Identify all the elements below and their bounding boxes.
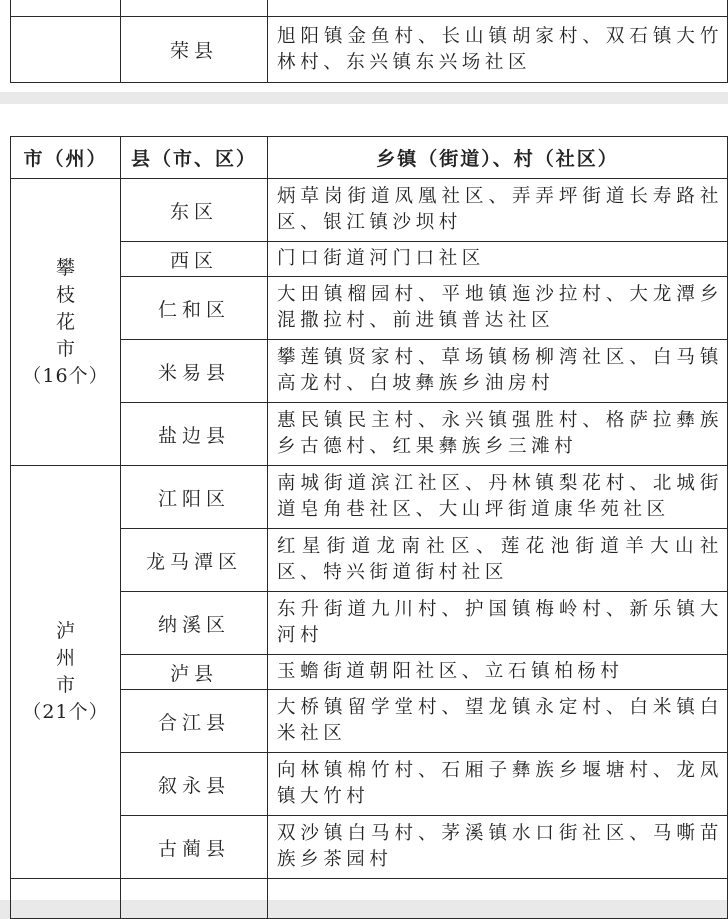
places-cell: 大田镇榴园村、平地镇迤沙拉村、大龙潭乡混撒拉村、前进镇普达社区 [268, 277, 728, 340]
county-cell: 西区 [121, 242, 268, 277]
main-table [10, 136, 728, 919]
county-cell [121, 0, 268, 17]
header-row [11, 137, 728, 179]
places-cell [268, 0, 728, 17]
page-top-fragment [0, 0, 728, 92]
city-cell [11, 879, 121, 919]
places-cell: 攀莲镇贤家村、草场镇杨柳湾社区、白马镇高龙村、白坡彝族乡油房村 [268, 340, 728, 403]
county-cell [121, 879, 268, 919]
places-cell: 红星街道龙南社区、莲花池街道羊大山社区、特兴街道街村社区 [268, 529, 728, 592]
places-cell [268, 879, 728, 919]
header-county: 县（市、区） [121, 137, 268, 179]
city-char: 州 [55, 647, 75, 669]
table-row [11, 0, 728, 17]
places-cell: 惠民镇民主村、永兴镇强胜村、格萨拉彝族乡古德村、红果彝族乡三滩村 [268, 403, 728, 466]
table-row [11, 879, 728, 919]
page-main [0, 104, 728, 900]
city-cell-panzhihua [11, 179, 121, 466]
city-char: 泸 [55, 620, 75, 642]
city-char: 攀 [55, 256, 75, 279]
places-cell: 大桥镇留学堂村、望龙镇永定村、白米镇白米社区 [268, 690, 728, 753]
city-cell [11, 0, 121, 17]
county-cell: 古蔺县 [121, 816, 268, 879]
county-cell: 荣县 [121, 17, 268, 83]
places-cell: 门口街道河门口社区 [268, 242, 728, 277]
places-cell: 炳草岗街道凤凰社区、弄弄坪街道长寿路社区、银江镇沙坝村 [268, 179, 728, 242]
county-cell: 叙永县 [121, 753, 268, 816]
city-cell-luzhou [11, 466, 121, 879]
county-cell: 龙马潭区 [121, 529, 268, 592]
county-cell: 米易县 [121, 340, 268, 403]
city-char: 枝 [55, 283, 75, 306]
city-count: （21个） [22, 701, 109, 723]
places-cell: 向林镇棉竹村、石厢子彝族乡堰塘村、龙凤镇大竹村 [268, 753, 728, 816]
city-char: 市 [55, 674, 75, 696]
county-cell: 合江县 [121, 690, 268, 753]
header-places: 乡镇（街道）、村（社区） [268, 137, 728, 179]
places-cell: 东升街道九川村、护国镇梅岭村、新乐镇大河村 [268, 592, 728, 655]
city-cell [11, 17, 121, 83]
county-cell: 泸县 [121, 655, 268, 690]
top-table [10, 0, 728, 83]
table-row [11, 179, 728, 242]
county-cell: 盐边县 [121, 403, 268, 466]
county-cell: 东区 [121, 179, 268, 242]
city-count: （16个） [22, 364, 109, 387]
city-char: 花 [55, 310, 75, 333]
city-char: 市 [55, 337, 75, 360]
county-cell: 纳溪区 [121, 592, 268, 655]
county-cell: 江阳区 [121, 466, 268, 529]
table-row [11, 466, 728, 529]
places-cell: 双沙镇白马村、茅溪镇水口街社区、马嘶苗族乡茶园村 [268, 816, 728, 879]
header-city: 市（州） [11, 137, 121, 179]
places-cell: 玉蟾街道朝阳社区、立石镇柏杨村 [268, 655, 728, 690]
places-cell: 南城街道滨江社区、丹林镇梨花村、北城街道皂角巷社区、大山坪街道康华苑社区 [268, 466, 728, 529]
county-cell: 仁和区 [121, 277, 268, 340]
places-cell: 旭阳镇金鱼村、长山镇胡家村、双石镇大竹林村、东兴镇东兴场社区 [268, 17, 728, 83]
table-row [11, 17, 728, 83]
